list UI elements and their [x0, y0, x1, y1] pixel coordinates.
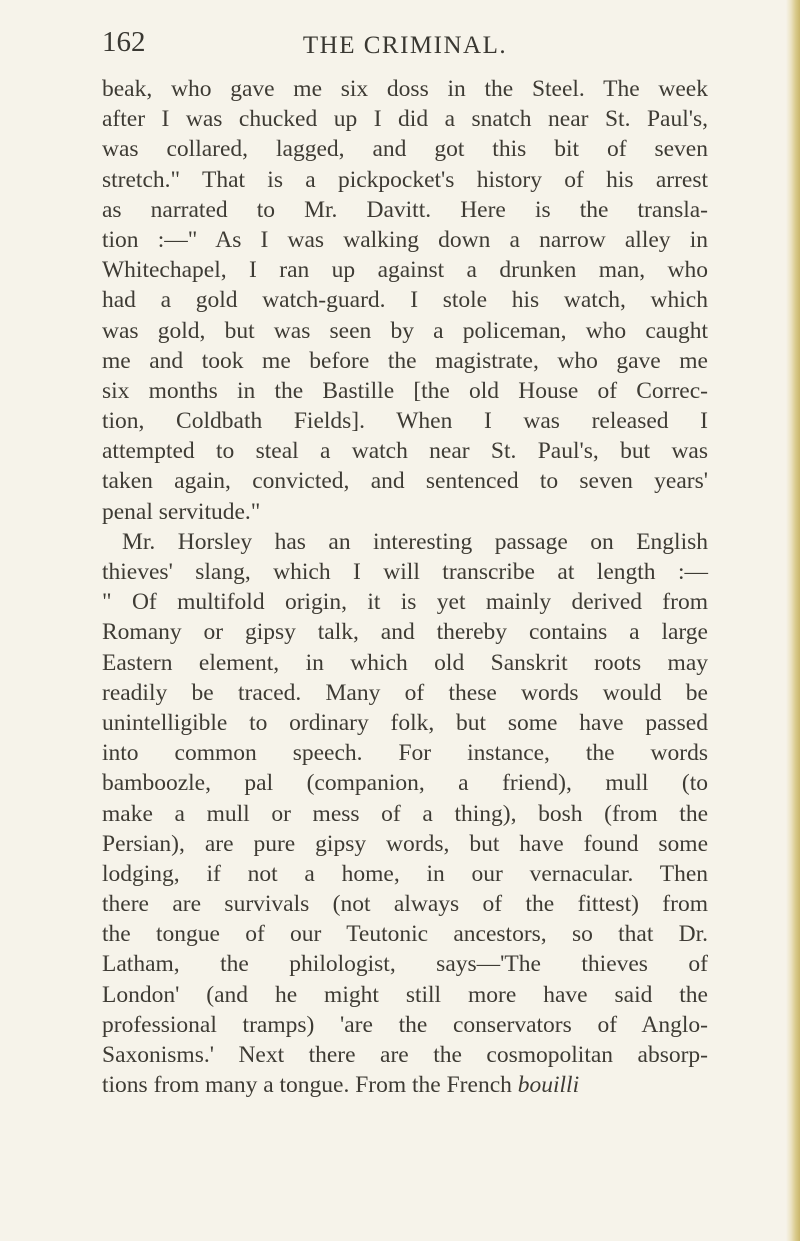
text-line: tion :—" As I was walking down a narrow alley in — [102, 226, 708, 253]
text-line: tion, Coldbath Fields]. When I was released I — [102, 408, 708, 435]
text-line: Latham, the philologist, says—'The thieves of — [102, 951, 708, 978]
text-line: after I was chucked up I did a snatch near St. Paul's, — [102, 106, 708, 133]
text-line: Saxonisms.' Next there are the cosmopolitan absorp- — [102, 1042, 708, 1068]
body-text — [102, 74, 708, 1100]
text-line: Whitechapel, I ran up against a drunken man, who — [102, 257, 708, 284]
text-line: had a gold watch-guard. I stole his watch, which — [102, 287, 708, 314]
text-line: there are survivals (not always of the fittest) from — [102, 891, 708, 918]
text-line: Romany or gipsy talk, and thereby contains a large — [102, 619, 708, 646]
text-line: me and took me before the magistrate, who gave me — [102, 347, 708, 374]
text-line: stretch." That is a pickpocket's history of his arrest — [102, 166, 708, 193]
text-line: taken again, convicted, and sentenced to seven years' — [102, 468, 708, 495]
page-edge — [786, 0, 800, 1241]
text-line: was gold, but was seen by a policeman, who caught — [102, 317, 708, 344]
text-line: attempted to steal a watch near St. Paul's, but was — [102, 438, 708, 465]
text-line: readily be traced. Many of these words would be — [102, 679, 708, 706]
text-line: unintelligible to ordinary folk, but some have passed — [102, 709, 708, 736]
italic-word: bouilli — [517, 1072, 580, 1099]
text-line: London' (and he might still more have said the — [102, 981, 708, 1008]
text-line: thieves' slang, which I will transcribe at length :— — [102, 559, 708, 585]
text-line-final — [102, 1070, 708, 1100]
text-line: professional tramps) 'are the conservators of Anglo- — [102, 1011, 708, 1038]
text-line: as narrated to Mr. Davitt. Here is the transla- — [102, 196, 708, 223]
text-line: make a mull or mess of a thing), bosh (from the — [102, 800, 708, 827]
text-line: Persian), are pure gipsy words, but have found some — [102, 830, 708, 857]
text-line: lodging, if not a home, in our vernacular. Then — [102, 860, 708, 887]
text-line: Mr. Horsley has an interesting passage on English — [122, 528, 708, 555]
text-line: was collared, lagged, and got this bit of seven — [102, 136, 708, 163]
text-line: bamboozle, pal (companion, a friend), mull (to — [102, 770, 708, 797]
text-line: Eastern element, in which old Sanskrit roots may — [102, 649, 708, 676]
running-head — [102, 26, 708, 66]
text-line: beak, who gave me six doss in the Steel. The week — [102, 76, 708, 102]
text-line: " Of multifold origin, it is yet mainly derived from — [102, 589, 708, 616]
running-title: THE CRIMINAL. — [302, 32, 508, 59]
text-line: six months in the Bastille [the old House of Correc- — [102, 377, 708, 404]
text-line-final-roman: tions from many a tongue. From the French — [102, 1072, 512, 1099]
page-number: 162 — [102, 26, 146, 58]
text-line: penal servitude." — [102, 498, 261, 525]
text-line: the tongue of our Teutonic ancestors, so that Dr. — [102, 921, 708, 948]
text-line: into common speech. For instance, the words — [102, 740, 708, 767]
